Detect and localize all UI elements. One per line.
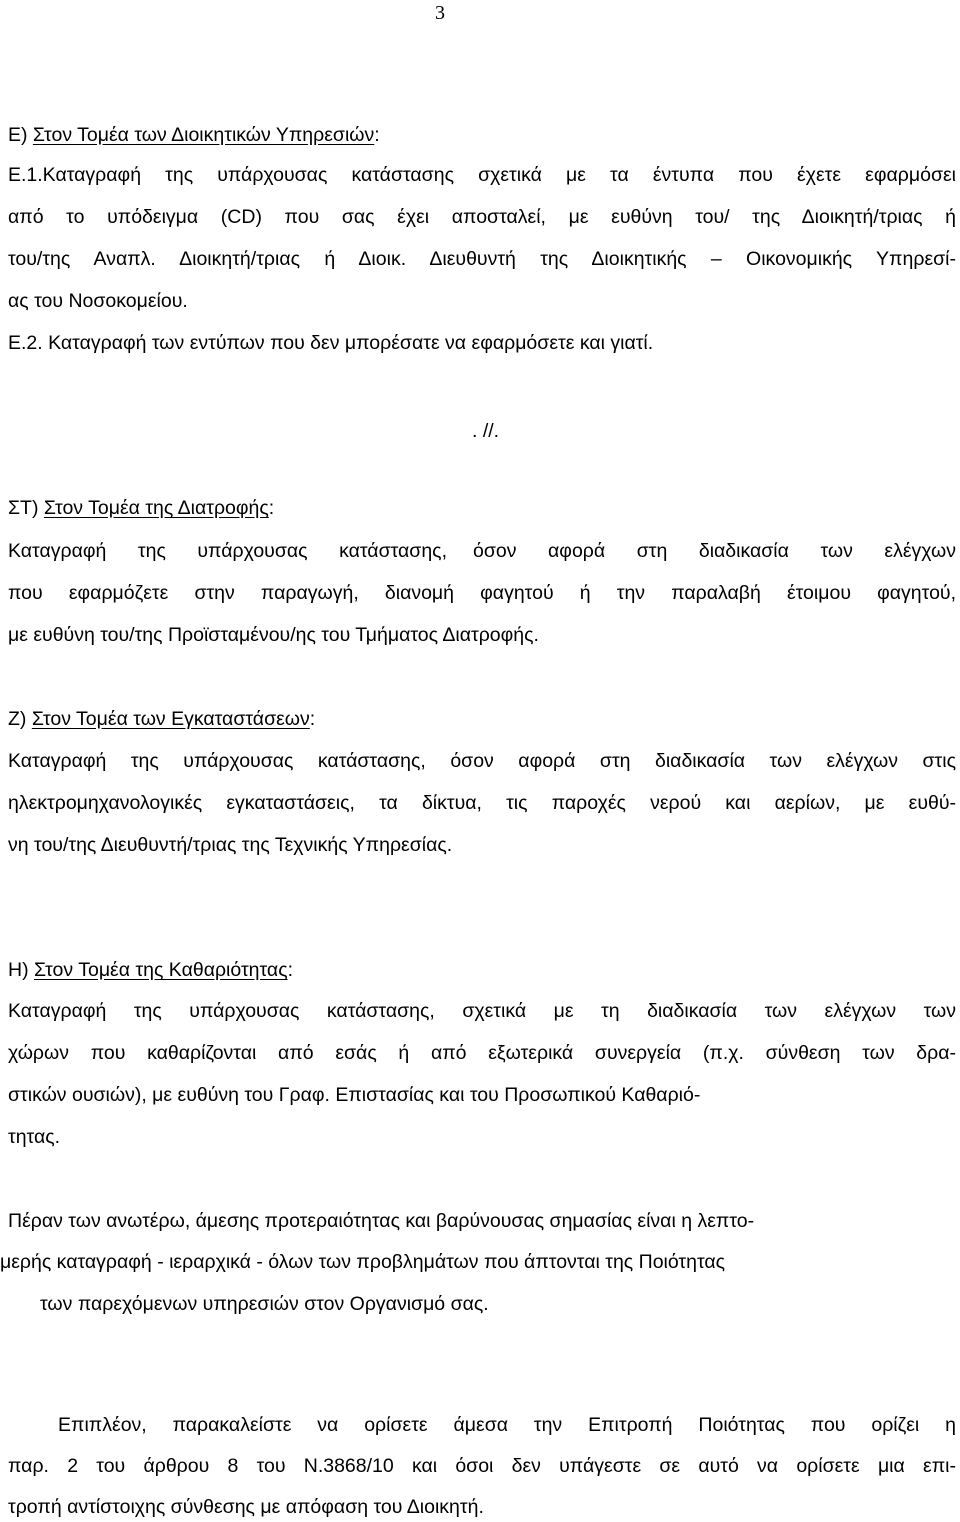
section-z-line: νη του/της Διευθυντή/τριας της Τεχνικής Υπηρεσίας. [8, 834, 453, 856]
section-e-heading [8, 122, 956, 148]
paragraph-beyond-line: μερής καταγραφή - ιεραρχικά - όλων των προβλημάτων που άπτονται της Ποιότητας [0, 1251, 726, 1273]
section-h-line: τητας. [8, 1126, 61, 1148]
section-z-prefix: Ζ) [8, 708, 32, 730]
section-st-line-part: όσον αφορά στη διαδικασία των ελέγχων [473, 540, 956, 562]
section-e-line: ας του Νοσοκομείου. [8, 290, 188, 312]
section-e-line: από το υπόδειγμα (CD) που σας έχει αποσταλεί, με ευθύνη του/ της Διοικητή/τριας ή [8, 206, 956, 228]
section-z-line: Καταγραφή της υπάρχουσας κατάστασης, όσον αφορά στη διαδικασία των ελέγχων στις [8, 750, 956, 772]
section-z-heading [8, 706, 956, 732]
section-st-colon: : [268, 497, 275, 519]
section-e-line: του/της Αναπλ. Διοικητή/τριας ή Διοικ. Διευθυντή της Διοικητικής – Οικονομικής Υπηρεσί- [8, 248, 956, 270]
section-h-line: χώρων που καθαρίζονται από εσάς ή από εξωτερικά συνεργεία (π.χ. σύνθεση των δρα- [8, 1042, 956, 1064]
section-st-line [8, 538, 956, 564]
section-e-prefix: Ε) [8, 124, 33, 146]
section-h-title: Στον Τομέα της Καθαριότητας [34, 959, 288, 981]
paragraph-beyond-line: των παρεχόμενων υπηρεσιών στον Οργανισμό σας. [40, 1293, 489, 1315]
section-st-line-part: Καταγραφή της υπάρχουσας κατάστασης, [8, 540, 447, 562]
section-e-title: Στον Τομέα των Διοικητικών Υπηρεσιών [32, 124, 375, 146]
paragraph-committee-line: τροπή αντίστοιχης σύνθεσης με απόφαση του Διοικητή. [8, 1496, 484, 1518]
section-h-colon: : [287, 959, 294, 981]
section-h-prefix: Η) [8, 959, 34, 981]
section-e-line: Ε.2. Καταγραφή των εντύπων που δεν μπορέσατε να εφαρμόσετε και γιατί. [8, 332, 654, 354]
section-h-line: στικών ουσιών), με ευθύνη του Γραφ. Επιστασίας και του Προσωπικού Καθαριό- [8, 1084, 701, 1106]
section-z-line: ηλεκτρομηχανολογικές εγκαταστάσεις, τα δίκτυα, τις παροχές νερού και αερίων, με ευθύ- [8, 792, 956, 814]
section-break-mark: . //. [472, 420, 500, 442]
section-e-colon: : [374, 124, 380, 146]
section-st-heading [8, 495, 956, 521]
paragraph-beyond-line: Πέραν των ανωτέρω, άμεσης προτεραιότητας και βαρύνουσας σημασίας είναι η λεπτο- [8, 1210, 755, 1232]
paragraph-committee-line: Επιπλέον, παρακαλείστε να ορίσετε άμεσα την Επιτροπή Ποιότητας που ορίζει η [58, 1414, 956, 1436]
section-st-line: που εφαρμόζετε στην παραγωγή, διανομή φαγητού ή την παραλαβή έτοιμου φαγητού, [8, 582, 956, 604]
section-z-title: Στον Τομέα των Εγκαταστάσεων [31, 708, 310, 730]
section-h-heading [8, 957, 956, 983]
section-z-colon: : [309, 708, 316, 730]
paragraph-committee-line: παρ. 2 του άρθρου 8 του Ν.3868/10 και όσοι δεν υπάγεστε σε αυτό να ορίσετε μια επι- [8, 1455, 956, 1477]
section-st-prefix: ΣΤ) [8, 497, 44, 519]
page-number: 3 [435, 2, 445, 24]
section-e-line: Ε.1.Καταγραφή της υπάρχουσας κατάστασης σχετικά με τα έντυπα που έχετε εφαρμόσει [8, 164, 956, 186]
section-st-line: με ευθύνη του/της Προϊσταμένου/ης του Τμήματος Διατροφής. [8, 624, 539, 646]
section-st-title: Στον Τομέα της Διατροφής [43, 497, 269, 519]
section-h-line: Καταγραφή της υπάρχουσας κατάστασης, σχετικά με τη διαδικασία των ελέγχων των [8, 1000, 956, 1022]
